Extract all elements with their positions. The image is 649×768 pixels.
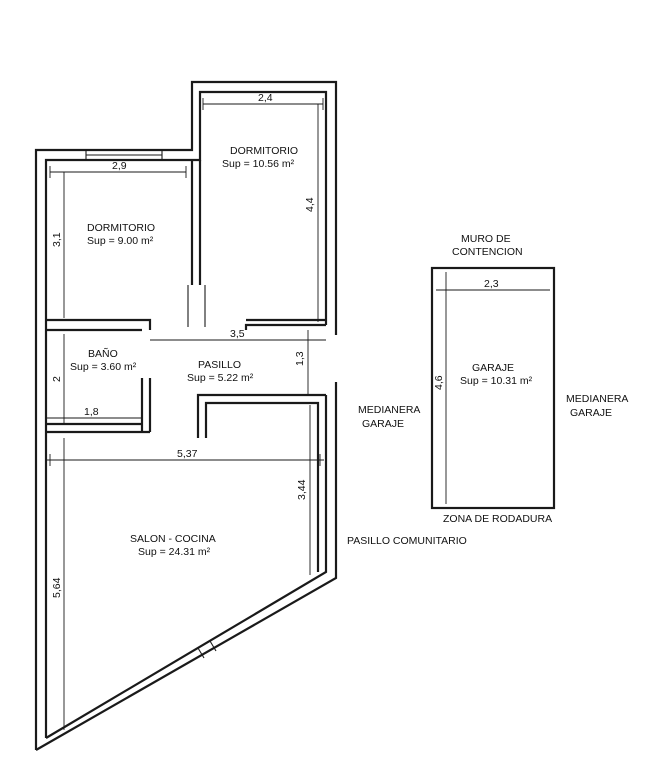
label-medianera-left-line1: MEDIANERA xyxy=(358,404,421,416)
label-medianera-right-line1: MEDIANERA xyxy=(566,393,629,405)
dimension-lines xyxy=(46,98,553,730)
room-garaje-sup: Sup = 10.31 m² xyxy=(460,375,533,387)
label-muro-line2: CONTENCION xyxy=(452,246,523,258)
label-medianera-right-line2: GARAJE xyxy=(570,407,613,419)
room-dorm2-name: DORMITORIO xyxy=(87,222,156,234)
label-muro-line1: MURO DE xyxy=(461,233,511,245)
dim-dorm1-width: 2,4 xyxy=(258,92,273,104)
room-dorm1-name: DORMITORIO xyxy=(230,145,299,157)
room-garaje-name: GARAJE xyxy=(472,362,515,374)
room-pasillo-name: PASILLO xyxy=(198,359,241,371)
label-medianera-left-line2: GARAJE xyxy=(362,418,405,430)
dim-garage-height: 4,6 xyxy=(433,375,445,390)
label-pasillo-comunitario: PASILLO COMUNITARIO xyxy=(347,535,467,547)
dim-salon-height-right: 3,44 xyxy=(296,479,308,500)
room-pasillo-sup: Sup = 5.22 m² xyxy=(187,372,254,384)
room-bano-name: BAÑO xyxy=(88,348,118,360)
room-bano-sup: Sup = 3.60 m² xyxy=(70,361,137,373)
room-salon-sup: Sup = 24.31 m² xyxy=(138,546,211,558)
room-dorm1-sup: Sup = 10.56 m² xyxy=(222,158,295,170)
dim-dorm2-width: 2,9 xyxy=(112,160,127,172)
dim-bano-width: 1,8 xyxy=(84,406,99,418)
room-salon-name: SALON - COCINA xyxy=(130,533,216,545)
dim-dorm2-height: 3,1 xyxy=(51,232,63,247)
room-dorm2-sup: Sup = 9.00 m² xyxy=(87,235,154,247)
dim-bano-height: 2 xyxy=(51,376,63,382)
garage-walls xyxy=(432,268,554,508)
dim-salon-height-left: 5,64 xyxy=(51,577,63,598)
label-zona-rodadura: ZONA DE RODADURA xyxy=(443,513,553,525)
dim-salon-width: 5,37 xyxy=(177,448,198,460)
dim-dorm1-height: 4,4 xyxy=(304,197,316,212)
dim-pasillo-width: 3,5 xyxy=(230,328,245,340)
dim-pasillo-height: 1,3 xyxy=(294,351,306,366)
dim-garage-width: 2,3 xyxy=(484,278,499,290)
outer-walls xyxy=(36,82,336,750)
